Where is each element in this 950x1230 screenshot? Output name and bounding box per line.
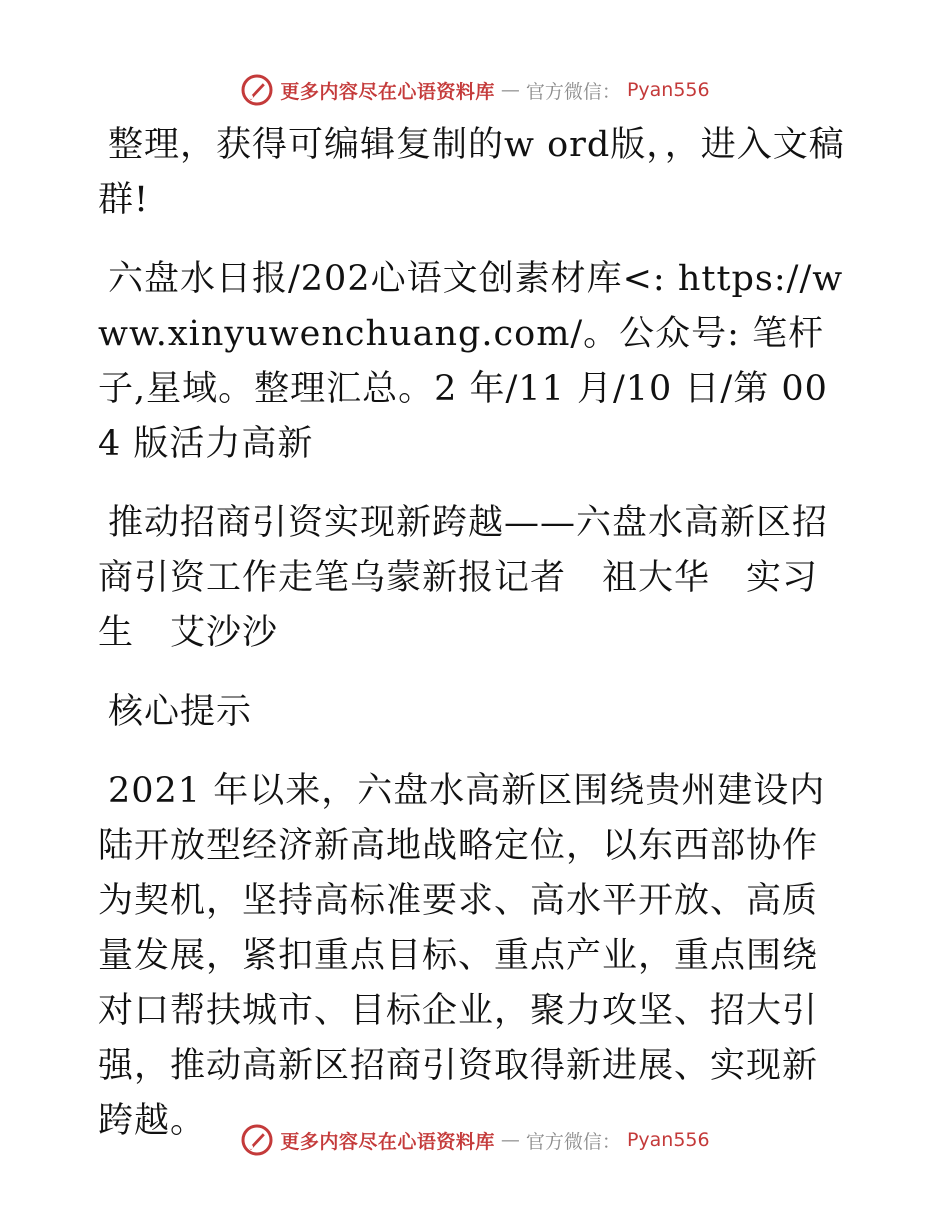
paragraph-intro: 整理，获得可编辑复制的w ord版，，进入文稿群!	[98, 125, 845, 220]
paragraph-headline: 推动招商引资实现新跨越——六盘水高新区招商引资工作走笔乌蒙新报记者 祖大华 实习生 艾沙沙	[98, 503, 829, 653]
header-banner	[0, 70, 950, 110]
banner-separator: —	[500, 79, 520, 101]
quill-pen-icon	[240, 73, 274, 107]
banner-official-label: 官方微信：	[525, 1130, 621, 1153]
banner-wechat-id: Pyan556	[626, 1129, 710, 1151]
paragraph-source: 六盘水日报/202心语文创素材库<: https://www.xinyuwenchuang.com/。公众号: 笔杆子,星域。整理汇总。2 年/11 月/10 日/第 004 版活力高新	[98, 259, 844, 464]
banner-brand: 更多内容尽在心语资料库	[280, 80, 495, 103]
banner-brand: 更多内容尽在心语资料库	[280, 1130, 495, 1153]
paragraph-core-tip-heading: 核心提示	[108, 692, 253, 732]
document-body	[98, 118, 850, 1173]
paragraph-core-tip-body: 2021 年以来，六盘水高新区围绕贵州建设内陆开放型经济新高地战略定位，以东西部协作为契机，坚持高标准要求、高水平开放、高质量发展，紧扣重点目标、重点产业，重点围绕对口帮扶城市、目标企业，聚力攻坚、招大引强，推动高新区招商引资取得新进展、实现新跨越。	[98, 771, 826, 1141]
banner-official-label: 官方微信：	[525, 80, 621, 103]
banner-separator: —	[500, 1129, 520, 1151]
footer-banner	[0, 1120, 950, 1160]
banner-wechat-id: Pyan556	[626, 79, 710, 101]
quill-pen-icon	[240, 1123, 274, 1157]
